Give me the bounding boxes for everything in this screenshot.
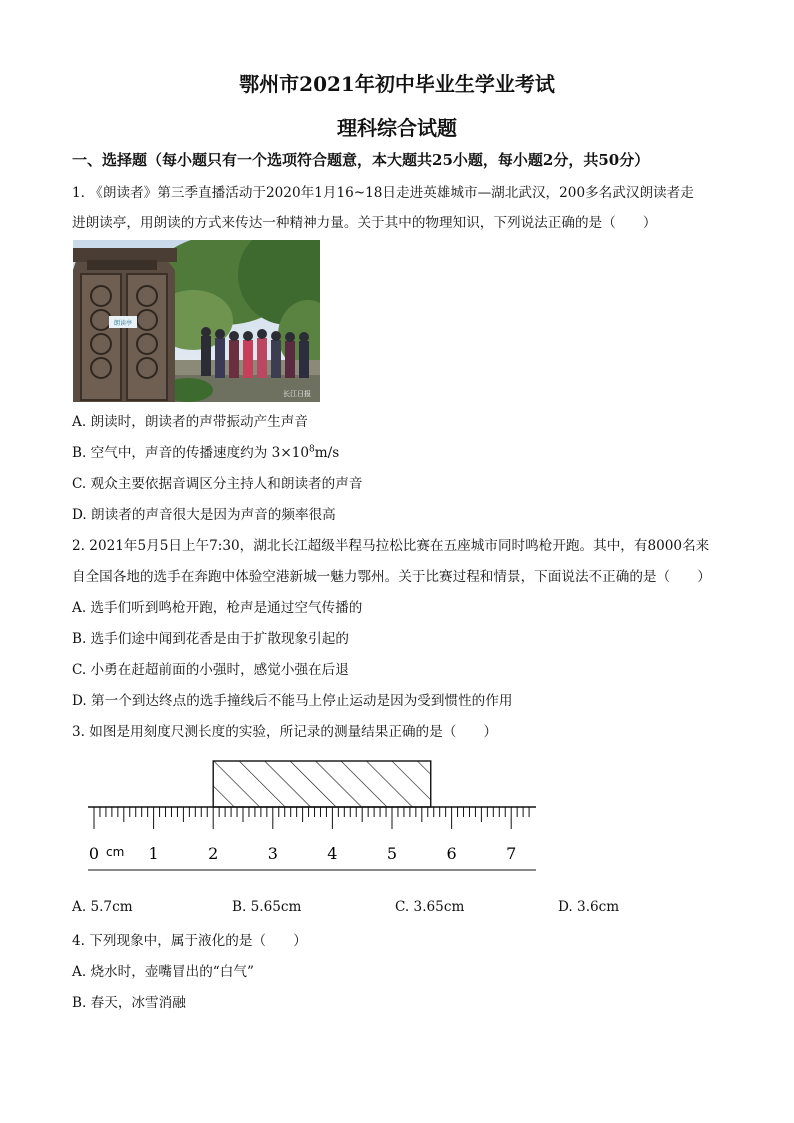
ruler-tick-label: 4 [327,844,338,863]
q3-options [72,899,752,919]
q3-option-c: C. 3.65cm [395,899,465,915]
q3-stem: 3. 如图是用刻度尺测长度的实验，所记录的测量结果正确的是（ ） [72,724,498,740]
section-heading: 一、选择题（每小题只有一个选项符合题意，本大题共25小题，每小题2分，共50分） [72,151,650,169]
ruler-tick-label: 0 [88,844,100,863]
ruler-tick-label: 3 [267,844,278,863]
q2-option-b: B. 选手们途中闻到花香是由于扩散现象引起的 [72,631,349,647]
q3-option-d: D. 3.6cm [558,899,620,915]
q2-option-a: A. 选手们听到鸣枪开跑，枪声是通过空气传播的 [72,600,363,616]
q2-stem-line1: 2. 2021年5月5日上午7:30，湖北长江超级半程马拉松比赛在五座城市同时鸣枪开跑。其中，有8000名来 [72,538,710,554]
q1-option-c: C. 观众主要依据音调区分主持人和朗读者的声音 [72,476,363,492]
ruler-tick-label: 5 [386,844,398,863]
q1-option-b-text: B. 空气中，声音的传播速度约为 3×10 [72,445,310,461]
q4-option-b: B. 春天，冰雪消融 [72,995,186,1011]
booth-sign: 朗读亭 [113,320,133,327]
q2-option-c: C. 小勇在赶超前面的小强时，感觉小强在后退 [72,662,349,678]
exam-subtitle: 理科综合试题 [337,116,457,140]
q1-stem-line1: 1. 《朗读者》第三季直播活动于2020年1月16~18日走进英雄城市—湖北武汉，200多名武汉朗读者走 [72,185,694,201]
q1-stem-line2: 进朗读亭，用朗读的方式来传达一种精神力量。关于其中的物理知识，下列说法正确的是（ ） [72,215,657,231]
q3-option-b: B. 5.65cm [232,899,302,915]
q4-option-a: A. 烧水时，壶嘴冒出的“白气” [72,964,254,980]
q1-option-b-unit: m/s [314,445,340,461]
ruler-tick-label: 2 [208,844,219,863]
reading-booth-photo [73,240,320,402]
ruler-tick-label: 6 [446,844,457,863]
ruler-diagram [80,755,550,875]
q1-option-d: D. 朗读者的声音很大是因为声音的频率很高 [72,507,336,523]
photo-watermark: 长江日报 [283,390,311,398]
q2-option-d: D. 第一个到达终点的选手撞线后不能马上停止运动是因为受到惯性的作用 [72,693,513,709]
q1-option-b [72,443,339,463]
ruler-unit-label: cm [106,845,125,859]
q2-stem-line2: 自全国各地的选手在奔跑中体验空港新城一魅力鄂州。关于比赛过程和情景，下面说法不正确的是（ ） [72,569,711,585]
q4-stem: 4. 下列现象中，属于液化的是（ ） [72,933,307,949]
exam-title: 鄂州市2021年初中毕业生学业考试 [239,72,555,96]
q1-option-b-exponent: 8 [309,444,315,455]
q3-option-a: A. 5.7cm [72,899,133,915]
measured-object [213,761,431,807]
q1-option-a: A. 朗读时，朗读者的声带振动产生声音 [72,414,308,430]
ruler-tick-label: 7 [506,844,517,863]
ruler-tick-label: 1 [148,844,159,863]
q1-photo [73,240,320,402]
